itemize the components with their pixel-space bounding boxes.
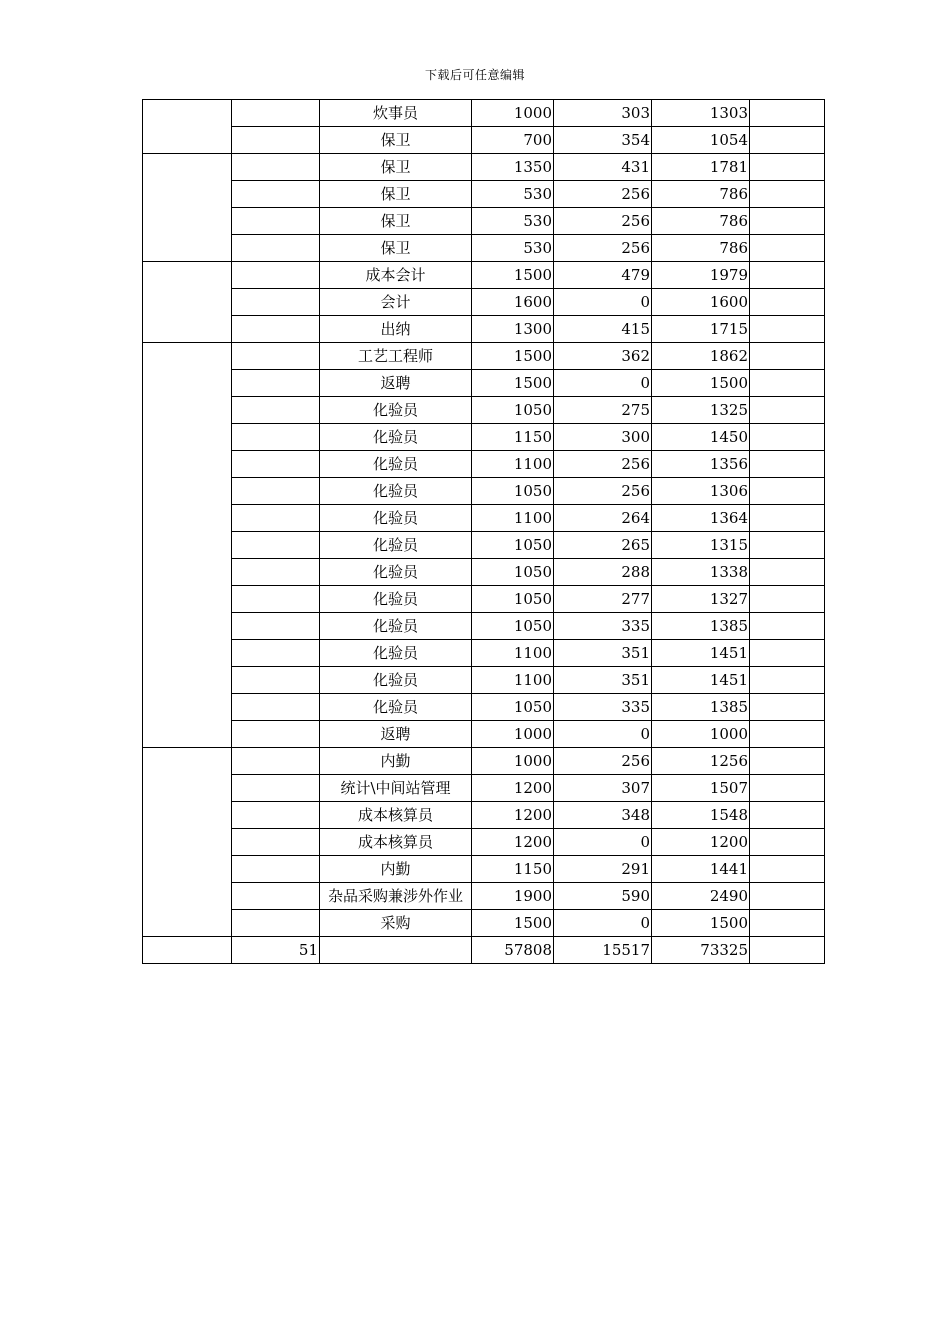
base-salary-cell: 1050 <box>472 559 554 586</box>
table-row <box>143 640 825 667</box>
table-row <box>143 154 825 181</box>
base-salary-cell: 530 <box>472 208 554 235</box>
empty-cell <box>232 613 320 640</box>
empty-cell <box>750 478 825 505</box>
table-row <box>143 289 825 316</box>
job-title-cell: 成本核算员 <box>320 802 472 829</box>
total-cell: 1364 <box>652 505 750 532</box>
base-salary-cell: 1500 <box>472 370 554 397</box>
total-cell: 1338 <box>652 559 750 586</box>
empty-cell <box>750 397 825 424</box>
empty-cell <box>750 883 825 910</box>
total-cell: 1600 <box>652 289 750 316</box>
allowance-cell: 256 <box>554 181 652 208</box>
base-salary-cell: 1150 <box>472 424 554 451</box>
job-title-cell: 保卫 <box>320 127 472 154</box>
allowance-cell: 354 <box>554 127 652 154</box>
empty-cell <box>750 721 825 748</box>
total-cell: 1781 <box>652 154 750 181</box>
table-row <box>143 316 825 343</box>
empty-cell <box>750 424 825 451</box>
total-cell: 1979 <box>652 262 750 289</box>
empty-cell <box>750 856 825 883</box>
empty-cell <box>232 532 320 559</box>
total-cell: 1256 <box>652 748 750 775</box>
group-cell <box>143 154 232 262</box>
empty-cell <box>232 721 320 748</box>
allowance-cell: 256 <box>554 235 652 262</box>
job-title-cell: 会计 <box>320 289 472 316</box>
job-title-cell: 成本会计 <box>320 262 472 289</box>
job-title-cell: 内勤 <box>320 856 472 883</box>
allowance-cell: 335 <box>554 694 652 721</box>
allowance-cell: 0 <box>554 370 652 397</box>
job-title-cell: 保卫 <box>320 208 472 235</box>
table-row <box>143 478 825 505</box>
base-salary-cell: 1050 <box>472 532 554 559</box>
base-salary-cell: 1350 <box>472 154 554 181</box>
job-title-cell: 返聘 <box>320 721 472 748</box>
base-salary-cell: 1200 <box>472 829 554 856</box>
allowance-cell: 415 <box>554 316 652 343</box>
table-row <box>143 343 825 370</box>
job-title-cell: 出纳 <box>320 316 472 343</box>
base-salary-cell: 1100 <box>472 640 554 667</box>
allowance-cell: 362 <box>554 343 652 370</box>
base-salary-cell: 1100 <box>472 667 554 694</box>
allowance-cell: 0 <box>554 721 652 748</box>
total-cell: 1327 <box>652 586 750 613</box>
empty-cell <box>750 910 825 937</box>
base-salary-cell: 1050 <box>472 478 554 505</box>
base-salary-cell: 530 <box>472 181 554 208</box>
base-salary-cell: 1900 <box>472 883 554 910</box>
grand-total-cell: 73325 <box>652 937 750 964</box>
job-title-cell: 保卫 <box>320 154 472 181</box>
total-cell: 1315 <box>652 532 750 559</box>
empty-cell <box>232 451 320 478</box>
total-cell: 786 <box>652 181 750 208</box>
empty-cell <box>750 613 825 640</box>
table-row <box>143 100 825 127</box>
empty-cell <box>232 424 320 451</box>
allowance-cell: 479 <box>554 262 652 289</box>
table-row <box>143 667 825 694</box>
allowance-cell: 256 <box>554 451 652 478</box>
empty-cell <box>232 667 320 694</box>
empty-cell <box>750 370 825 397</box>
empty-cell <box>232 856 320 883</box>
allowance-cell: 300 <box>554 424 652 451</box>
headcount-total-cell: 51 <box>232 937 320 964</box>
allowance-cell: 348 <box>554 802 652 829</box>
empty-cell <box>750 181 825 208</box>
job-title-cell: 化验员 <box>320 478 472 505</box>
empty-cell <box>320 937 472 964</box>
base-salary-cell: 1000 <box>472 721 554 748</box>
allowance-cell: 307 <box>554 775 652 802</box>
empty-cell <box>750 667 825 694</box>
job-title-cell: 化验员 <box>320 559 472 586</box>
job-title-cell: 化验员 <box>320 586 472 613</box>
total-cell: 1548 <box>652 802 750 829</box>
table-row <box>143 559 825 586</box>
job-title-cell: 化验员 <box>320 694 472 721</box>
table-row <box>143 586 825 613</box>
empty-cell <box>232 478 320 505</box>
table-row <box>143 748 825 775</box>
total-cell: 1385 <box>652 613 750 640</box>
job-title-cell: 返聘 <box>320 370 472 397</box>
base-salary-cell: 1300 <box>472 316 554 343</box>
empty-cell <box>232 127 320 154</box>
empty-cell <box>232 370 320 397</box>
total-cell: 1500 <box>652 910 750 937</box>
job-title-cell: 化验员 <box>320 667 472 694</box>
table-row <box>143 370 825 397</box>
allowance-cell: 265 <box>554 532 652 559</box>
table-row <box>143 127 825 154</box>
empty-cell <box>750 829 825 856</box>
empty-cell <box>232 586 320 613</box>
empty-cell <box>750 262 825 289</box>
page-header: 下载后可任意编辑 <box>424 68 525 82</box>
empty-cell <box>232 883 320 910</box>
empty-cell <box>750 802 825 829</box>
total-cell: 1507 <box>652 775 750 802</box>
table-row <box>143 721 825 748</box>
empty-cell <box>232 505 320 532</box>
base-salary-cell: 1600 <box>472 289 554 316</box>
allowance-cell: 288 <box>554 559 652 586</box>
table-row <box>143 397 825 424</box>
allowance-total-cell: 15517 <box>554 937 652 964</box>
allowance-cell: 264 <box>554 505 652 532</box>
total-cell: 1000 <box>652 721 750 748</box>
total-cell: 1303 <box>652 100 750 127</box>
empty-cell <box>143 937 232 964</box>
empty-cell <box>750 235 825 262</box>
empty-cell <box>232 100 320 127</box>
empty-cell <box>750 451 825 478</box>
empty-cell <box>750 316 825 343</box>
base-salary-cell: 1100 <box>472 505 554 532</box>
empty-cell <box>232 829 320 856</box>
totals-row <box>143 937 825 964</box>
base-salary-cell: 1000 <box>472 100 554 127</box>
base-salary-cell: 1000 <box>472 748 554 775</box>
total-cell: 1450 <box>652 424 750 451</box>
allowance-cell: 351 <box>554 667 652 694</box>
job-title-cell: 化验员 <box>320 613 472 640</box>
allowance-cell: 303 <box>554 100 652 127</box>
empty-cell <box>232 181 320 208</box>
job-title-cell: 统计\中间站管理 <box>320 775 472 802</box>
table-row <box>143 424 825 451</box>
empty-cell <box>750 559 825 586</box>
job-title-cell: 工艺工程师 <box>320 343 472 370</box>
empty-cell <box>750 100 825 127</box>
table-row <box>143 181 825 208</box>
table-row <box>143 775 825 802</box>
table-row <box>143 829 825 856</box>
job-title-cell: 化验员 <box>320 424 472 451</box>
job-title-cell: 内勤 <box>320 748 472 775</box>
total-cell: 1441 <box>652 856 750 883</box>
allowance-cell: 256 <box>554 748 652 775</box>
base-salary-cell: 1500 <box>472 262 554 289</box>
empty-cell <box>750 748 825 775</box>
table-row <box>143 262 825 289</box>
base-salary-cell: 700 <box>472 127 554 154</box>
allowance-cell: 256 <box>554 208 652 235</box>
allowance-cell: 431 <box>554 154 652 181</box>
empty-cell <box>750 532 825 559</box>
empty-cell <box>232 559 320 586</box>
total-cell: 1200 <box>652 829 750 856</box>
empty-cell <box>750 154 825 181</box>
empty-cell <box>750 505 825 532</box>
job-title-cell: 化验员 <box>320 397 472 424</box>
allowance-cell: 0 <box>554 829 652 856</box>
base-salary-cell: 1150 <box>472 856 554 883</box>
allowance-cell: 0 <box>554 910 652 937</box>
group-cell <box>143 262 232 343</box>
empty-cell <box>750 586 825 613</box>
empty-cell <box>232 910 320 937</box>
empty-cell <box>232 289 320 316</box>
empty-cell <box>232 208 320 235</box>
empty-cell <box>232 640 320 667</box>
empty-cell <box>232 694 320 721</box>
empty-cell <box>232 748 320 775</box>
salary-table <box>142 99 825 964</box>
base-salary-cell: 1050 <box>472 397 554 424</box>
table-row <box>143 208 825 235</box>
job-title-cell: 成本核算员 <box>320 829 472 856</box>
job-title-cell: 保卫 <box>320 235 472 262</box>
job-title-cell: 采购 <box>320 910 472 937</box>
empty-cell <box>750 208 825 235</box>
table-row <box>143 694 825 721</box>
total-cell: 1715 <box>652 316 750 343</box>
total-cell: 786 <box>652 208 750 235</box>
empty-cell <box>750 937 825 964</box>
empty-cell <box>750 289 825 316</box>
allowance-cell: 275 <box>554 397 652 424</box>
empty-cell <box>750 694 825 721</box>
empty-cell <box>750 775 825 802</box>
empty-cell <box>750 640 825 667</box>
empty-cell <box>750 343 825 370</box>
empty-cell <box>232 316 320 343</box>
allowance-cell: 335 <box>554 613 652 640</box>
table-row <box>143 856 825 883</box>
allowance-cell: 277 <box>554 586 652 613</box>
base-salary-cell: 1050 <box>472 613 554 640</box>
empty-cell <box>232 343 320 370</box>
empty-cell <box>750 127 825 154</box>
job-title-cell: 保卫 <box>320 181 472 208</box>
total-cell: 1451 <box>652 640 750 667</box>
table-row <box>143 613 825 640</box>
job-title-cell: 化验员 <box>320 532 472 559</box>
job-title-cell: 化验员 <box>320 451 472 478</box>
base-salary-cell: 1050 <box>472 694 554 721</box>
base-salary-cell: 530 <box>472 235 554 262</box>
base-salary-cell: 1500 <box>472 910 554 937</box>
job-title-cell: 杂品采购兼涉外作业 <box>320 883 472 910</box>
group-cell <box>143 748 232 937</box>
base-salary-cell: 1200 <box>472 802 554 829</box>
total-cell: 1054 <box>652 127 750 154</box>
allowance-cell: 256 <box>554 478 652 505</box>
empty-cell <box>232 154 320 181</box>
total-cell: 786 <box>652 235 750 262</box>
total-cell: 1325 <box>652 397 750 424</box>
total-cell: 1500 <box>652 370 750 397</box>
base-salary-cell: 1050 <box>472 586 554 613</box>
base-salary-cell: 1200 <box>472 775 554 802</box>
table-row <box>143 451 825 478</box>
allowance-cell: 351 <box>554 640 652 667</box>
base-salary-cell: 1100 <box>472 451 554 478</box>
table-row <box>143 883 825 910</box>
job-title-cell: 化验员 <box>320 505 472 532</box>
table-row <box>143 505 825 532</box>
allowance-cell: 0 <box>554 289 652 316</box>
empty-cell <box>232 262 320 289</box>
table-row <box>143 235 825 262</box>
table-row <box>143 802 825 829</box>
total-cell: 1451 <box>652 667 750 694</box>
empty-cell <box>232 235 320 262</box>
job-title-cell: 炊事员 <box>320 100 472 127</box>
empty-cell <box>232 775 320 802</box>
allowance-cell: 291 <box>554 856 652 883</box>
empty-cell <box>232 802 320 829</box>
empty-cell <box>232 397 320 424</box>
group-cell <box>143 100 232 154</box>
total-cell: 1862 <box>652 343 750 370</box>
table-row <box>143 532 825 559</box>
total-cell: 1356 <box>652 451 750 478</box>
allowance-cell: 590 <box>554 883 652 910</box>
group-cell <box>143 343 232 748</box>
base-salary-cell: 1500 <box>472 343 554 370</box>
total-cell: 2490 <box>652 883 750 910</box>
base-salary-total-cell: 57808 <box>472 937 554 964</box>
total-cell: 1385 <box>652 694 750 721</box>
job-title-cell: 化验员 <box>320 640 472 667</box>
total-cell: 1306 <box>652 478 750 505</box>
table-row <box>143 910 825 937</box>
